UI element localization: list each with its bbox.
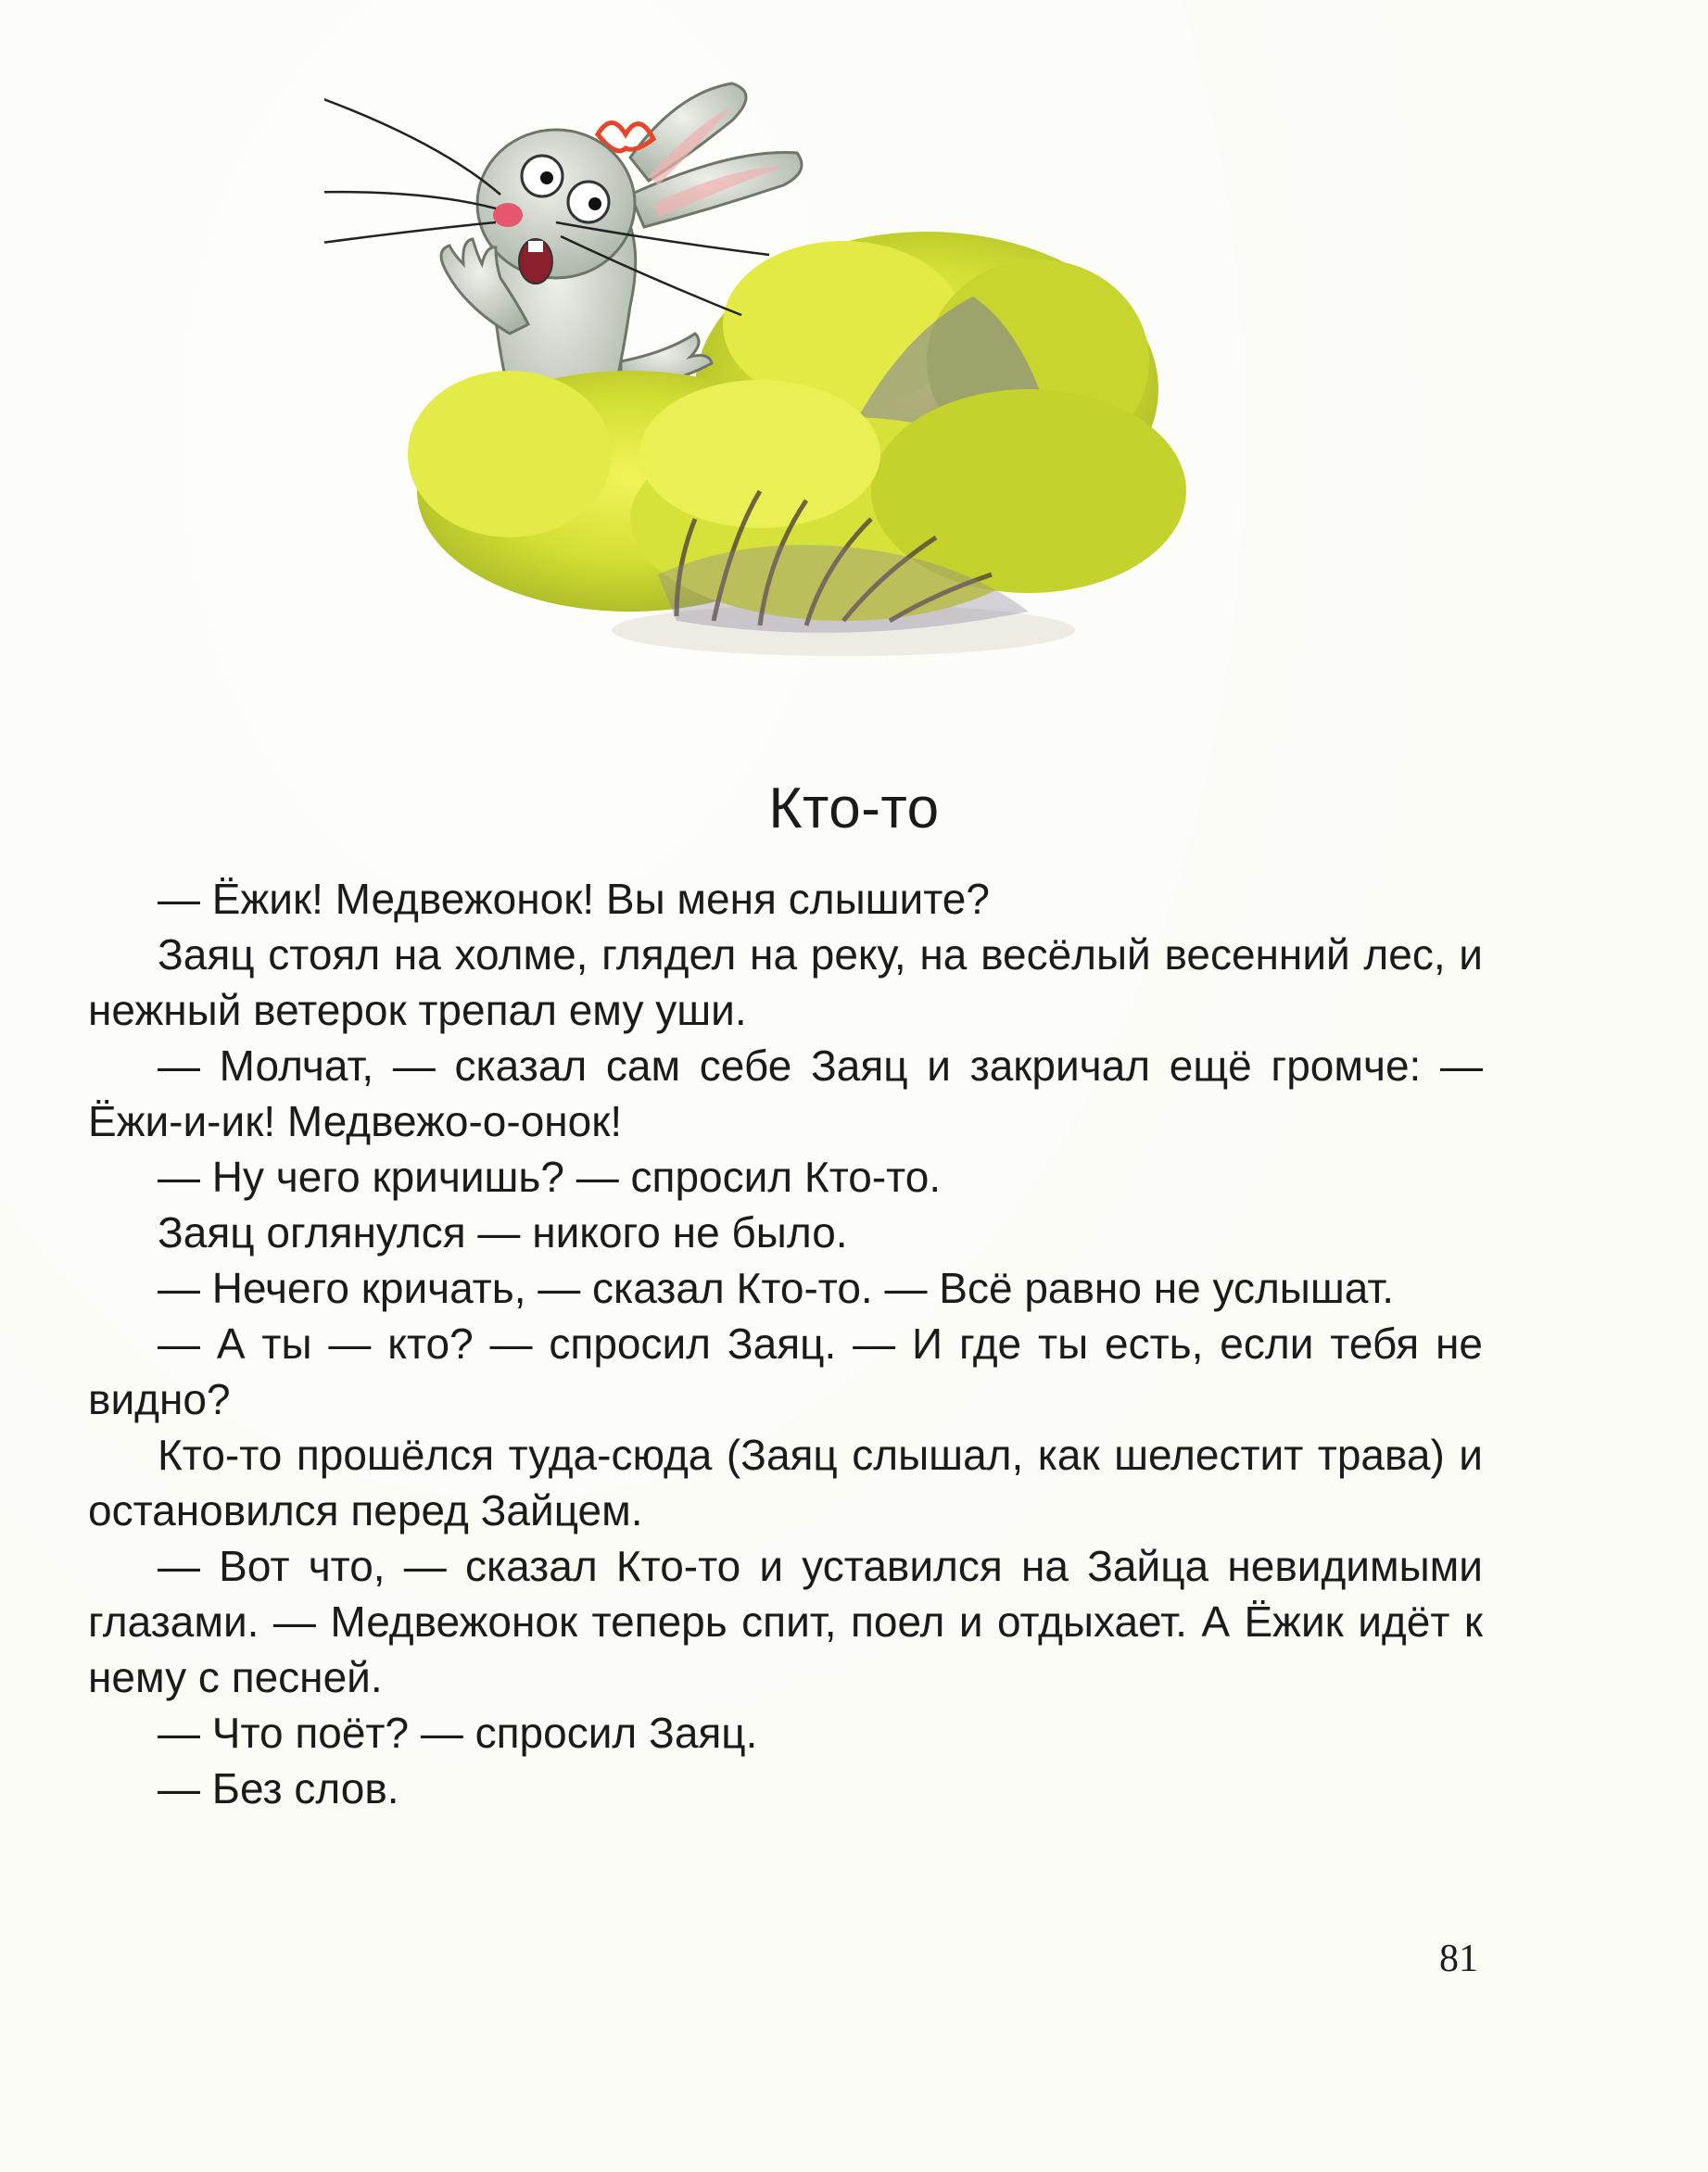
- story-body: [88, 871, 1483, 1816]
- paragraph: — Молчат, — сказал сам себе Заяц и закричал ещё громче: — Ёжи-и-ик! Медвежо-о-онок!: [88, 1042, 1483, 1145]
- bush-front: [408, 371, 1186, 633]
- paragraph: — Ёжик! Медвежонок! Вы меня слышите?: [158, 875, 990, 923]
- hare-head: [477, 130, 635, 278]
- paragraph: Заяц оглянулся — никого не было.: [158, 1208, 848, 1256]
- paragraph: Заяц стоял на холме, глядел на реку, на весёлый весенний лес, и нежный ветерок трепал ему уши.: [88, 930, 1483, 1034]
- paragraph: — А ты — кто? — спросил Заяц. — И где ты есть, если тебя не видно?: [88, 1320, 1483, 1423]
- paragraph: — Что поёт? — спросил Заяц.: [158, 1709, 758, 1757]
- hare-nose: [493, 203, 523, 227]
- paragraph: Кто-то прошёлся туда-сюда (Заяц слышал, как шелестит трава) и остановился перед Зайцем.: [88, 1431, 1483, 1534]
- page-number: 81: [1439, 1938, 1478, 1980]
- hare-eye-right: [568, 182, 609, 222]
- hare-in-bush-illustration: [324, 56, 1251, 686]
- story-title: Кто-то: [768, 776, 940, 840]
- paragraph: — Нечего кричать, — сказал Кто-то. — Всё равно не услышат.: [158, 1264, 1395, 1312]
- paragraph: — Без слов.: [158, 1764, 399, 1812]
- paragraph: — Ну чего кричишь? — спросил Кто-то.: [158, 1153, 942, 1201]
- paragraph: — Вот что, — сказал Кто-то и уставился на Зайца невидимыми глазами. — Медвежонок теперь спит, поел и отдыхает. А Ёжик идёт к нему с песней.: [88, 1542, 1483, 1701]
